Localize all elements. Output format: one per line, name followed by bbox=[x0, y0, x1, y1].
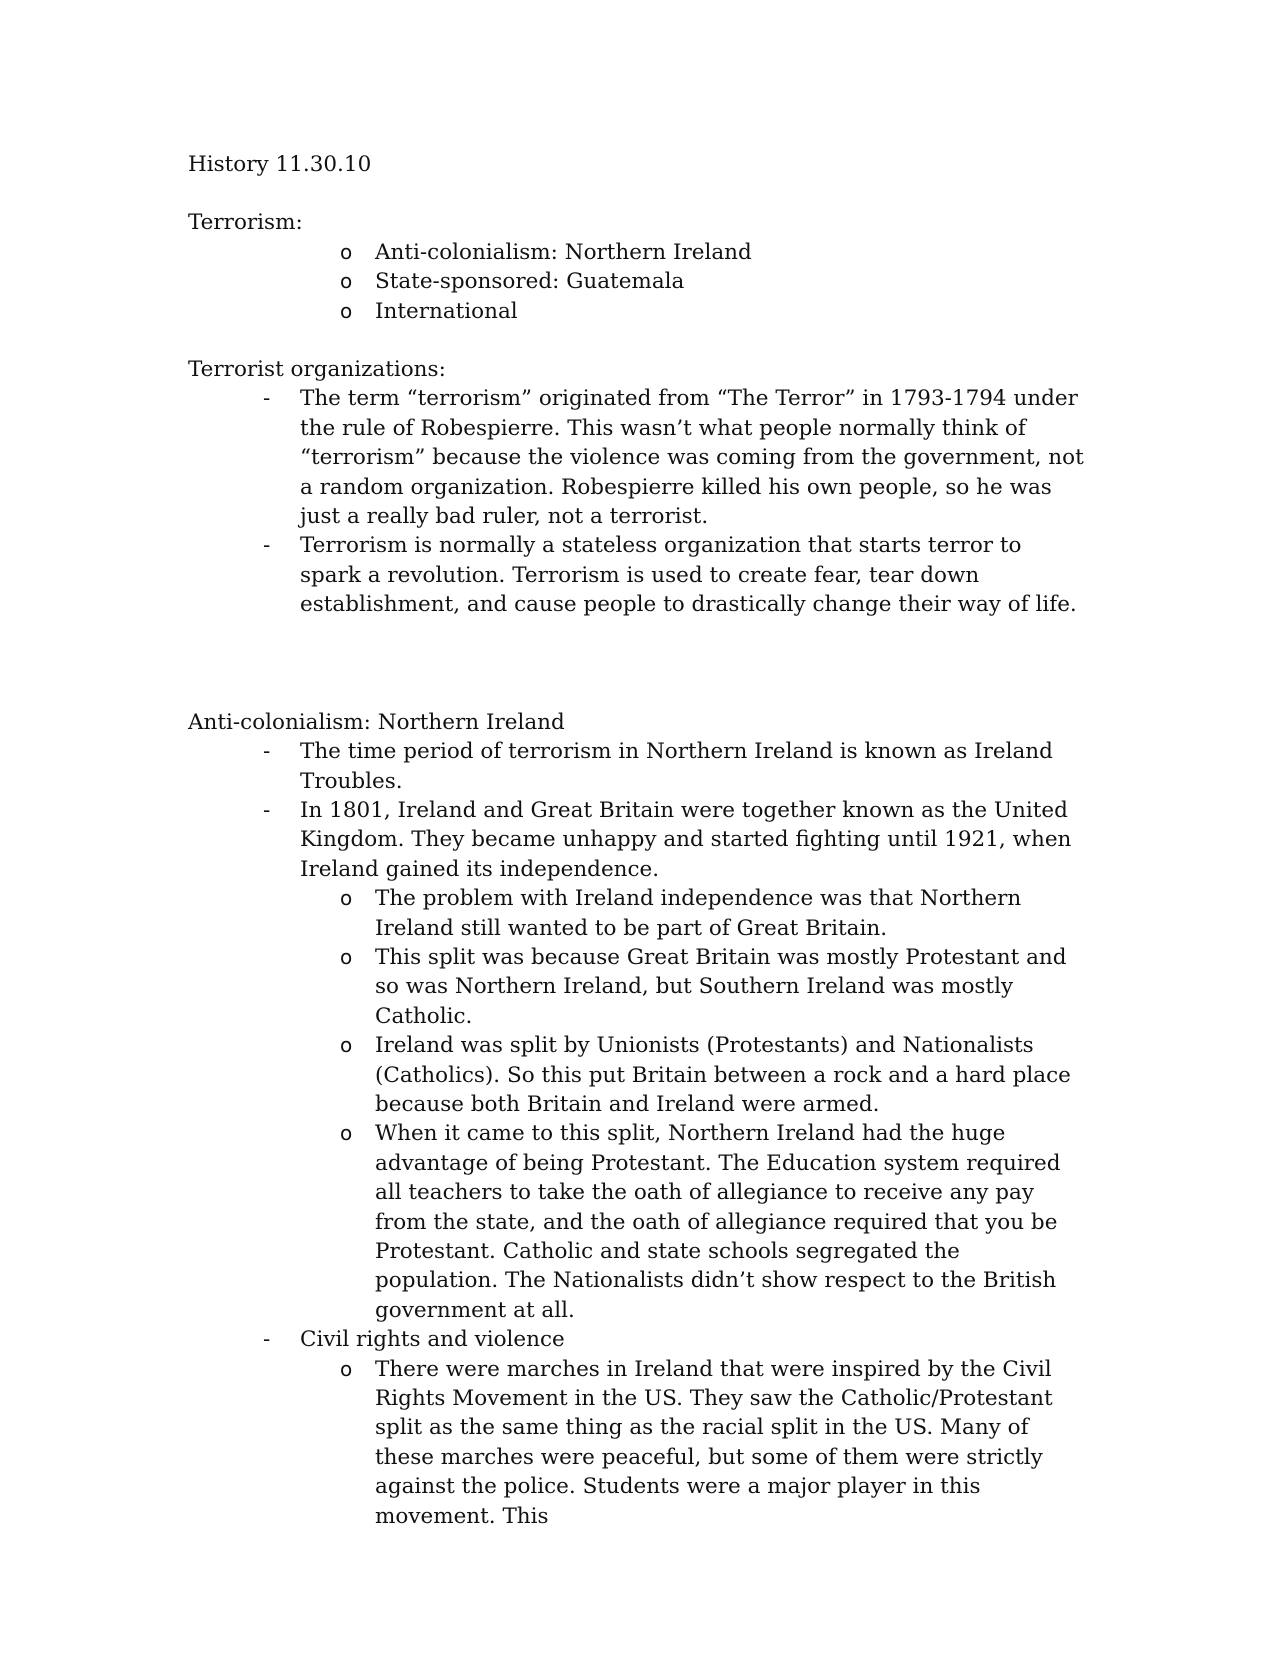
circle-bullet-icon: o bbox=[340, 298, 353, 323]
sub-list-item bbox=[300, 1119, 1088, 1325]
sub-list-item bbox=[300, 1031, 1088, 1119]
list-item-text: Terrorism is normally a stateless organization that starts terror to spark a revolution. Terrorism is used to create fear, tear down establishment, and cause people to drastically change their way of life. bbox=[300, 533, 1077, 618]
dash-bullet-icon: - bbox=[263, 386, 271, 412]
circle-bullet-icon: o bbox=[340, 1033, 353, 1058]
spacer bbox=[188, 620, 1088, 708]
section-heading-terrorist-organizations: Terrorist organizations: bbox=[188, 357, 446, 383]
circle-bullet-icon: o bbox=[340, 269, 353, 294]
sub-list-item-text: There were marches in Ireland that were inspired by the Civil Rights Movement in the US. They saw the Catholic/Protestant split as the same thing as the racial split in the US. Many of these marches were peaceful, but some of them were strictly against the police. Students were a major player in this movement. This bbox=[375, 1356, 1053, 1529]
dash-bullet-icon: - bbox=[263, 533, 271, 559]
circle-bullet-icon: o bbox=[340, 1121, 353, 1146]
list-item-text: International bbox=[375, 298, 518, 324]
sub-list bbox=[300, 1355, 1088, 1531]
list-item bbox=[188, 267, 1088, 296]
circle-bullet-icon: o bbox=[340, 886, 353, 911]
list-item bbox=[188, 737, 1088, 796]
list-item-text: Civil rights and violence bbox=[300, 1327, 565, 1353]
section-heading-northern-ireland: Anti-colonialism: Northern Ireland bbox=[188, 709, 565, 735]
circle-bullet-icon: o bbox=[340, 944, 353, 969]
list-item-text: Anti-colonialism: Northern Ireland bbox=[375, 239, 752, 265]
sub-list-item bbox=[300, 884, 1088, 943]
sub-list-item bbox=[300, 943, 1088, 1031]
list-item bbox=[188, 297, 1088, 326]
terrorist-organizations-list bbox=[188, 384, 1088, 619]
list-item-text: The term “terrorism” originated from “The Terror” in 1793-1794 under the rule of Robespierre. This wasn’t what people normally think of “terrorism” because the violence was coming from the government, not a random organization. Robespierre killed his own people, so he was just a really bad ruler, not a terrorist. bbox=[300, 386, 1084, 530]
spacer bbox=[188, 326, 1088, 355]
sub-list-item-text: This split was because Great Britain was mostly Protestant and so was Northern Ireland, but Southern Ireland was mostly Catholic. bbox=[375, 944, 1067, 1029]
circle-bullet-icon: o bbox=[340, 1356, 353, 1381]
northern-ireland-list bbox=[188, 737, 1088, 1531]
list-item-text: State-sponsored: Guatemala bbox=[375, 269, 685, 295]
dash-bullet-icon: - bbox=[263, 739, 271, 765]
page-title: History 11.30.10 bbox=[188, 152, 372, 177]
list-item bbox=[188, 384, 1088, 531]
document-body bbox=[188, 150, 1088, 1531]
list-item-text: The time period of terrorism in Northern Ireland is known as Ireland Troubles. bbox=[300, 739, 1053, 794]
list-item bbox=[188, 531, 1088, 619]
sub-list-item-text: Ireland was split by Unionists (Protestants) and Nationalists (Catholics). So this put Britain between a rock and a hard place because both Britain and Ireland were armed. bbox=[375, 1033, 1071, 1117]
sub-list-item-text: The problem with Ireland independence was that Northern Ireland still wanted to be part of Great Britain. bbox=[375, 886, 1022, 941]
dash-bullet-icon: - bbox=[263, 1327, 271, 1353]
list-item bbox=[188, 238, 1088, 267]
sub-list bbox=[300, 884, 1088, 1325]
sub-list-item-text: When it came to this split, Northern Ireland had the huge advantage of being Protestant. The Education system required all teachers to take the oath of allegiance to receive any pay from the state, and the oath of allegiance required that you be Protestant. Catholic and state schools segregated the population. The Nationalists didn’t show respect to the British government at all. bbox=[375, 1121, 1061, 1323]
list-item bbox=[188, 1325, 1088, 1531]
list-item-text: In 1801, Ireland and Great Britain were together known as the United Kingdom. They became unhappy and started fighting until 1921, when Ireland gained its independence. bbox=[300, 797, 1072, 882]
dash-bullet-icon: - bbox=[263, 797, 271, 823]
list-item bbox=[188, 796, 1088, 1325]
terrorism-types-list bbox=[188, 238, 1088, 326]
section-heading-terrorism: Terrorism: bbox=[188, 210, 303, 236]
circle-bullet-icon: o bbox=[340, 239, 353, 264]
sub-list-item bbox=[300, 1355, 1088, 1531]
